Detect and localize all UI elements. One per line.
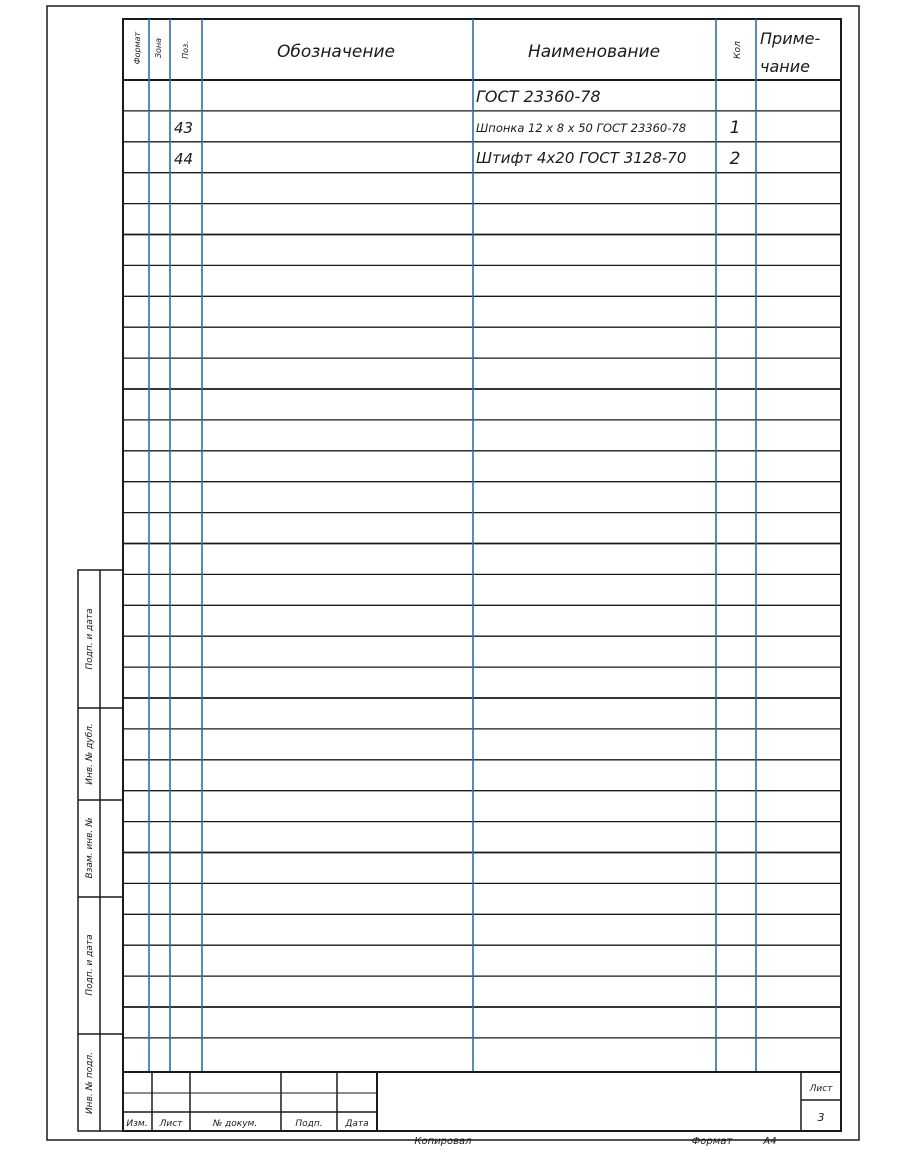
header-zone: Зона [154,37,163,59]
header-name: Наименование [527,42,661,62]
tb-list: Лист [159,1119,183,1129]
row-2-qty: 1 [729,118,741,138]
side-label-dup-inv: Инв. № дубл. [85,723,95,785]
header-pos: Поз. [181,41,190,59]
table-row-lines [123,80,841,1038]
row-1-name: ГОСТ 23360-78 [476,87,601,106]
tb-doc-no: № докум. [212,1119,258,1129]
row-3-pos: 44 [174,150,194,168]
row-2-pos: 43 [174,119,194,137]
footer-copied: Копировал [414,1136,472,1147]
row-3-qty: 2 [729,149,741,169]
row-2-name: Шпонка 12 х 8 х 50 ГОСТ 23360-78 [476,121,687,135]
header-qty: Кол [733,41,743,59]
side-label-replace-inv: Взам. инв. № [85,817,95,879]
footer-format-value: А4 [763,1136,777,1147]
side-label-sign-date-2: Подп. и дата [85,934,95,996]
footer-format-label: Формат [691,1136,733,1147]
side-label-sign-date-1: Подп. и дата [85,608,95,670]
outer-frame [47,6,859,1140]
header-format: Формат [133,31,142,65]
header-note-line1: Приме- [760,29,821,48]
tb-izm: Изм. [126,1119,148,1129]
header-note-line2: чание [760,57,810,76]
header-designation: Обозначение [277,42,395,62]
tb-sheet-number: 3 [817,1111,825,1124]
side-label-orig-inv: Инв. № подл. [85,1051,95,1115]
tb-sign: Подп. [295,1119,323,1129]
row-3-name: Штифт 4х20 ГОСТ 3128-70 [476,149,687,167]
tb-date: Дата [345,1119,369,1129]
tb-sheet-label: Лист [809,1084,833,1094]
